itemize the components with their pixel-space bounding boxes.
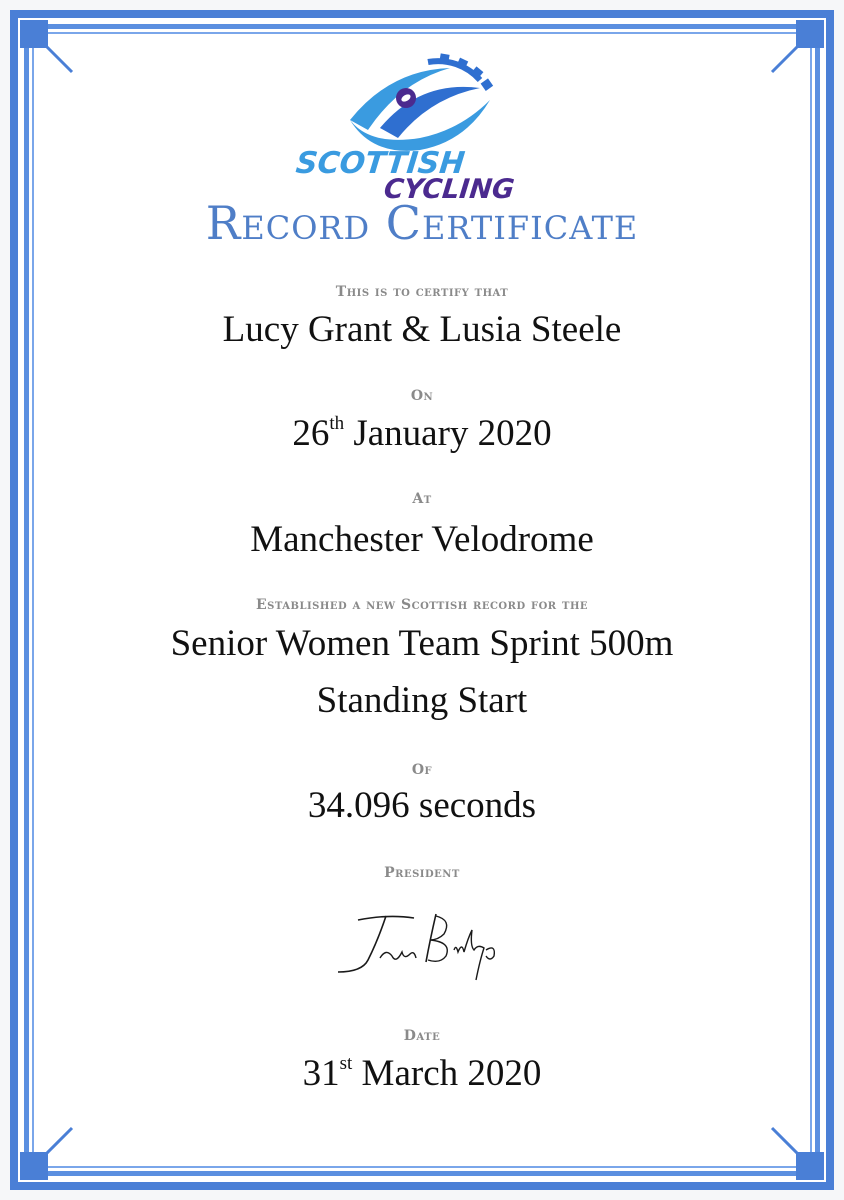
certificate-title: Record Certificate bbox=[205, 196, 639, 250]
logo-wordmark-cycling: CYCLING bbox=[382, 174, 516, 205]
record-date bbox=[0, 412, 844, 455]
event-name-line2: Standing Start bbox=[316, 680, 528, 721]
record-date-rest: January 2020 bbox=[353, 413, 552, 454]
record-date-suffix: th bbox=[329, 413, 345, 434]
corner-diagonal-bottom-right bbox=[772, 1128, 820, 1176]
riders-names: Lucy Grant & Lusia Steele bbox=[222, 309, 622, 350]
certify-label: This is to certify that bbox=[335, 284, 509, 300]
scottish-cycling-logo bbox=[280, 50, 560, 205]
of-label: Of bbox=[411, 762, 433, 778]
corner-diagonal-top-left bbox=[24, 24, 72, 72]
issue-date bbox=[0, 1052, 844, 1095]
logo-wordmark-scottish: SCOTTISH bbox=[294, 146, 467, 181]
on-label: On bbox=[410, 388, 434, 404]
issue-date-suffix: st bbox=[339, 1053, 353, 1074]
record-time: 34.096 seconds bbox=[307, 785, 537, 826]
corner-diagonal-top-right bbox=[772, 24, 820, 72]
established-label: Established a new Scottish record for the bbox=[255, 597, 589, 613]
president-label: President bbox=[384, 865, 460, 881]
record-date-day: 26 bbox=[292, 413, 330, 454]
cyclist-icon bbox=[280, 50, 560, 160]
at-label: At bbox=[412, 491, 432, 507]
corner-diagonal-bottom-left bbox=[24, 1128, 72, 1176]
event-name-line1: Senior Women Team Sprint 500m bbox=[170, 623, 674, 664]
president-signature bbox=[318, 900, 528, 990]
venue: Manchester Velodrome bbox=[250, 519, 594, 560]
issue-date-day: 31 bbox=[302, 1053, 340, 1094]
date-label: Date bbox=[403, 1028, 441, 1044]
issue-date-rest: March 2020 bbox=[361, 1053, 542, 1094]
